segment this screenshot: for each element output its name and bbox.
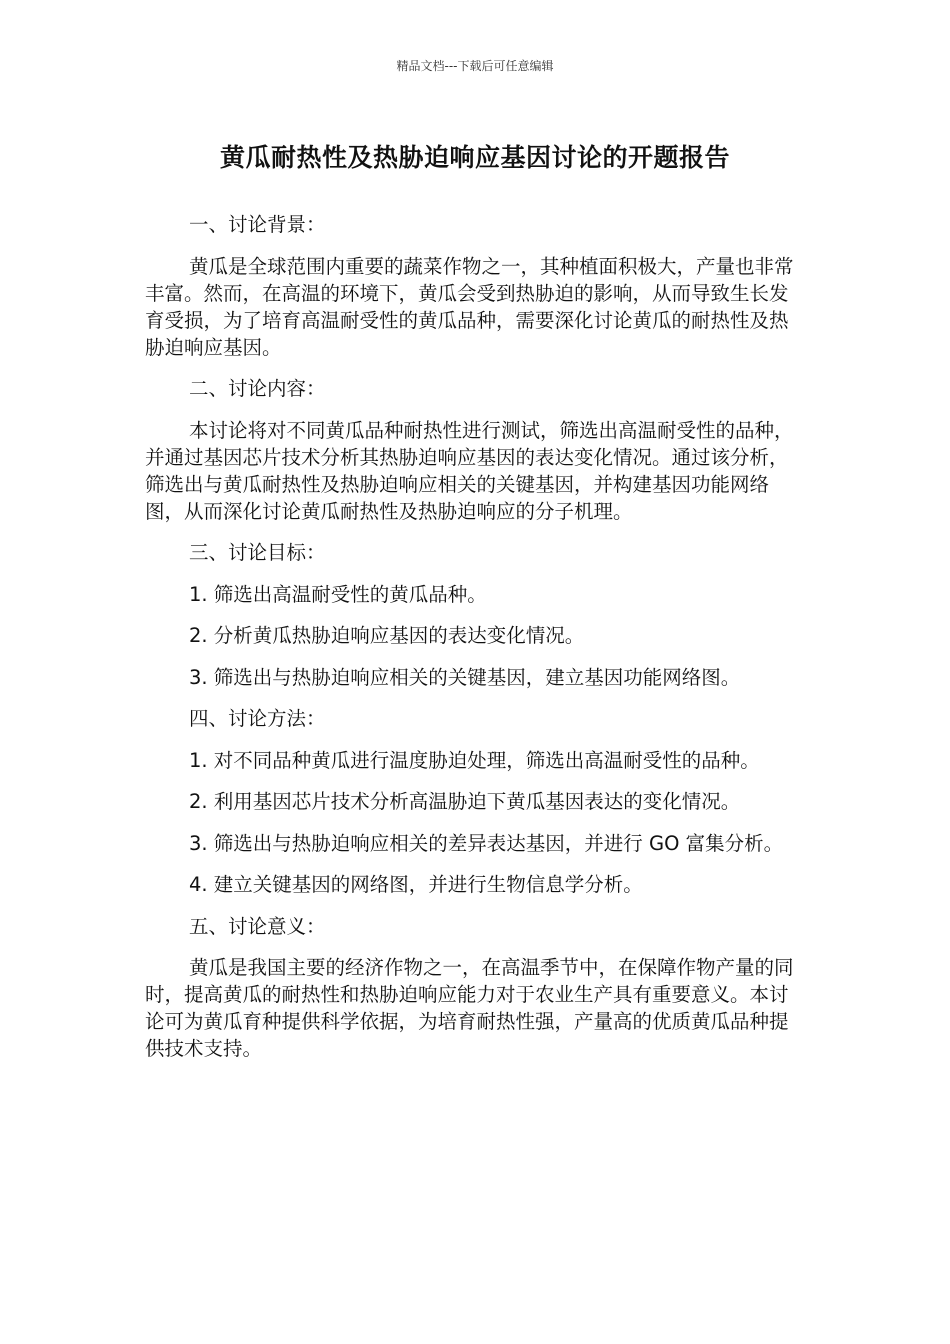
section-heading-objectives: 三、讨论目标：	[189, 541, 326, 564]
section-heading-content: 二、讨论内容：	[189, 377, 326, 400]
document-body	[145, 211, 795, 1077]
method-item: 3. 筛选出与热胁迫响应相关的差异表达基因，并进行 GO 富集分析。	[189, 831, 784, 855]
significance-paragraph: 黄瓜是我国主要的经济作物之一，在高温季节中，在保障作物产量的同时，提高黄瓜的耐热性和热胁迫响应能力对于农业生产具有重要意义。本讨论可为黄瓜育种提供科学依据，为培育耐热性强，产量高的优质黄瓜品种提供技术支持。	[145, 956, 794, 1060]
objective-item: 1. 筛选出高温耐受性的黄瓜品种。	[189, 582, 487, 606]
section-heading-background: 一、讨论背景：	[189, 213, 326, 236]
method-item: 4. 建立关键基因的网络图，并进行生物信息学分析。	[189, 873, 643, 896]
objective-item: 2. 分析黄瓜热胁迫响应基因的表达变化情况。	[189, 624, 585, 647]
document-title: 黄瓜耐热性及热胁迫响应基因讨论的开题报告	[219, 143, 730, 172]
section-heading-methods: 四、讨论方法：	[189, 707, 326, 730]
background-paragraph: 黄瓜是全球范围内重要的蔬菜作物之一，其种植面积极大，产量也非常丰富。然而，在高温的环境下，黄瓜会受到热胁迫的影响，从而导致生长发育受损，为了培育高温耐受性的黄瓜品种，需要深化讨论黄瓜的耐热性及热胁迫响应基因。	[145, 254, 794, 359]
method-item: 2. 利用基因芯片技术分析高温胁迫下黄瓜基因表达的变化情况。	[189, 790, 741, 813]
method-item: 1. 对不同品种黄瓜进行温度胁迫处理，筛选出高温耐受性的品种。	[189, 748, 760, 772]
page-header: 精品文档---下载后可任意编辑	[396, 59, 554, 73]
section-heading-significance: 五、讨论意义：	[189, 914, 326, 938]
objective-item: 3. 筛选出与热胁迫响应相关的关键基因，建立基因功能网络图。	[189, 665, 741, 689]
content-paragraph: 本讨论将对不同黄瓜品种耐热性进行测试，筛选出高温耐受性的品种，并通过基因芯片技术分析其热胁迫响应基因的表达变化情况。通过该分析，筛选出与黄瓜耐热性及热胁迫响应相关的关键基因，并构建基因功能网络图，从而深化讨论黄瓜耐热性及热胁迫响应的分子机理。	[145, 418, 794, 523]
